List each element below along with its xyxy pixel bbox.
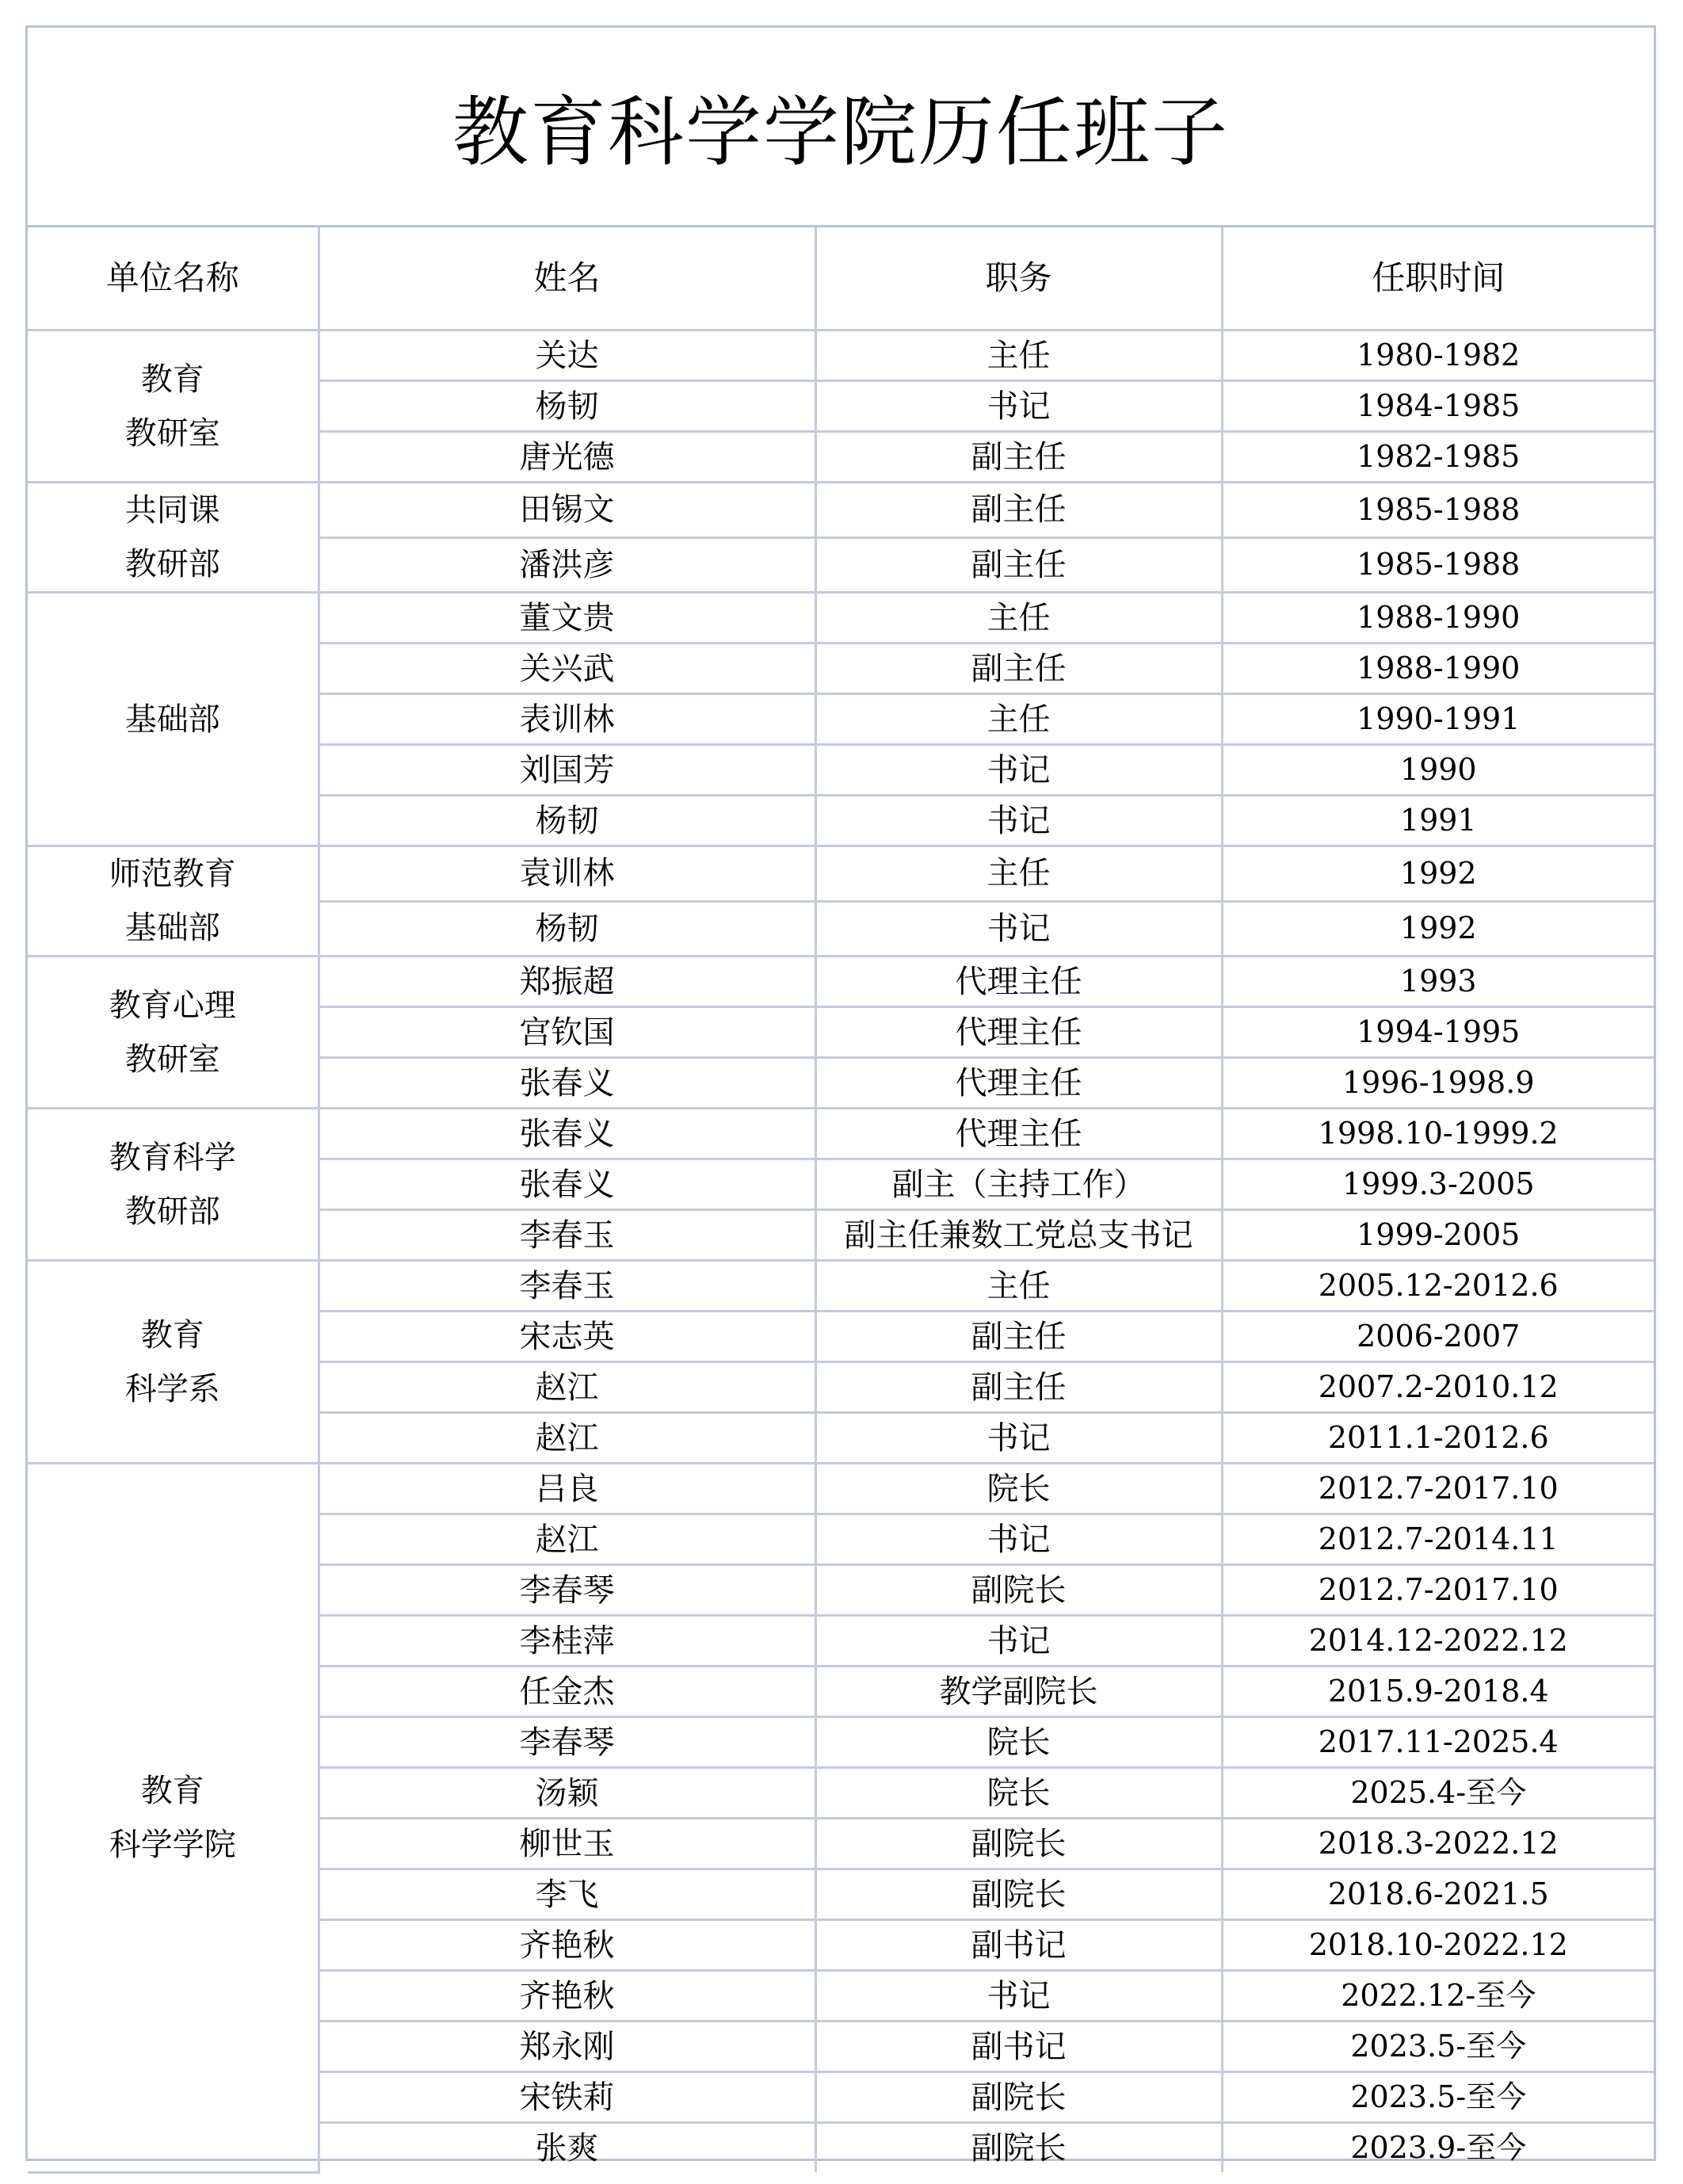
position-cell: 书记 — [815, 745, 1222, 796]
name-cell: 汤颖 — [319, 1768, 815, 1819]
name-cell: 刘国芳 — [319, 745, 815, 796]
name-cell: 李春琴 — [319, 1565, 815, 1616]
table-row — [28, 1261, 1654, 1312]
term-cell: 1988-1990 — [1222, 593, 1654, 643]
table-row — [28, 846, 1654, 902]
name-cell: 吕良 — [319, 1464, 815, 1514]
header-name: 姓名 — [319, 227, 815, 330]
name-cell: 宋志英 — [319, 1312, 815, 1362]
term-cell: 1998.10-1999.2 — [1222, 1109, 1654, 1159]
header-row — [28, 227, 1654, 330]
term-cell: 1994-1995 — [1222, 1007, 1654, 1058]
term-cell: 2012.7-2014.11 — [1222, 1514, 1654, 1565]
unit-name-line: 师范教育 — [109, 856, 236, 892]
name-cell: 李春玉 — [319, 1210, 815, 1261]
position-cell: 书记 — [815, 1514, 1222, 1565]
unit-name-cell — [28, 956, 319, 1109]
name-cell: 任金杰 — [319, 1667, 815, 1717]
roster-table — [28, 227, 1654, 2174]
position-cell: 主任 — [815, 330, 1222, 381]
name-cell: 杨韧 — [319, 901, 815, 956]
term-cell: 2012.7-2017.10 — [1222, 1464, 1654, 1514]
name-cell: 表训林 — [319, 694, 815, 745]
name-cell: 张春义 — [319, 1159, 815, 1210]
unit-name-line: 教研部 — [124, 546, 220, 582]
term-cell: 1996-1998.9 — [1222, 1058, 1654, 1109]
position-cell: 副主任 — [815, 643, 1222, 694]
term-cell: 2018.6-2021.5 — [1222, 1869, 1654, 1920]
position-cell: 副主任 — [815, 1362, 1222, 1413]
name-cell: 潘洪彦 — [319, 537, 815, 593]
unit-name-line: 科学学院 — [109, 1826, 236, 1863]
unit-name-cell — [28, 483, 319, 593]
term-cell: 2015.9-2018.4 — [1222, 1667, 1654, 1717]
term-cell: 2012.7-2017.10 — [1222, 1565, 1654, 1616]
term-cell: 2011.1-2012.6 — [1222, 1413, 1654, 1464]
term-cell: 1990 — [1222, 745, 1654, 796]
position-cell: 院长 — [815, 1717, 1222, 1768]
name-cell: 张春义 — [319, 1109, 815, 1159]
name-cell: 唐光德 — [319, 432, 815, 483]
position-cell: 代理主任 — [815, 956, 1222, 1007]
position-cell: 书记 — [815, 1413, 1222, 1464]
unit-name-line: 教育心理 — [109, 987, 236, 1024]
position-cell: 院长 — [815, 1464, 1222, 1514]
term-cell: 2018.10-2022.12 — [1222, 1920, 1654, 1971]
position-cell: 书记 — [815, 1971, 1222, 2022]
page-title: 教育科学学院历任班子 — [28, 28, 1654, 227]
position-cell: 书记 — [815, 901, 1222, 956]
position-cell: 副院长 — [815, 2123, 1222, 2173]
position-cell: 副主（主持工作） — [815, 1159, 1222, 1210]
table-row — [28, 593, 1654, 643]
term-cell: 2006-2007 — [1222, 1312, 1654, 1362]
term-cell: 1985-1988 — [1222, 483, 1654, 538]
position-cell: 书记 — [815, 1616, 1222, 1667]
name-cell: 宋铁莉 — [319, 2072, 815, 2123]
unit-name-line: 教研部 — [124, 1193, 220, 1230]
position-cell: 副主任兼数工党总支书记 — [815, 1210, 1222, 1261]
unit-name-line: 基础部 — [124, 910, 220, 946]
position-cell: 副主任 — [815, 432, 1222, 483]
name-cell: 张爽 — [319, 2123, 815, 2173]
unit-name-cell — [28, 1261, 319, 1464]
position-cell: 副院长 — [815, 1565, 1222, 1616]
term-cell: 1991 — [1222, 796, 1654, 846]
name-cell: 杨韧 — [319, 796, 815, 846]
name-cell: 齐艳秋 — [319, 1920, 815, 1971]
name-cell: 柳世玉 — [319, 1819, 815, 1869]
name-cell: 齐艳秋 — [319, 1971, 815, 2022]
term-cell: 1988-1990 — [1222, 643, 1654, 694]
name-cell: 李桂萍 — [319, 1616, 815, 1667]
unit-name-line: 科学系 — [124, 1370, 220, 1407]
name-cell: 关兴武 — [319, 643, 815, 694]
term-cell: 1992 — [1222, 901, 1654, 956]
name-cell: 董文贵 — [319, 593, 815, 643]
position-cell: 主任 — [815, 846, 1222, 902]
term-cell: 2017.11-2025.4 — [1222, 1717, 1654, 1768]
term-cell: 1992 — [1222, 846, 1654, 902]
table-row — [28, 1109, 1654, 1159]
unit-name-line: 教研室 — [124, 414, 220, 452]
position-cell: 副书记 — [815, 1920, 1222, 1971]
position-cell: 副院长 — [815, 2072, 1222, 2123]
position-cell: 副院长 — [815, 1819, 1222, 1869]
term-cell: 2023.5-至今 — [1222, 2072, 1654, 2123]
term-cell: 1999.3-2005 — [1222, 1159, 1654, 1210]
name-cell: 赵江 — [319, 1514, 815, 1565]
term-cell: 1999-2005 — [1222, 1210, 1654, 1261]
name-cell: 关达 — [319, 330, 815, 381]
name-cell: 杨韧 — [319, 381, 815, 432]
name-cell: 赵江 — [319, 1413, 815, 1464]
term-cell: 1990-1991 — [1222, 694, 1654, 745]
position-cell: 书记 — [815, 796, 1222, 846]
unit-name-cell — [28, 593, 319, 846]
name-cell: 李春玉 — [319, 1261, 815, 1312]
position-cell: 主任 — [815, 593, 1222, 643]
header-unit: 单位名称 — [28, 227, 319, 330]
unit-name-cell — [28, 1109, 319, 1261]
name-cell: 赵江 — [319, 1362, 815, 1413]
term-cell: 2005.12-2012.6 — [1222, 1261, 1654, 1312]
position-cell: 教学副院长 — [815, 1667, 1222, 1717]
table-row — [28, 483, 1654, 538]
position-cell: 主任 — [815, 694, 1222, 745]
header-term: 任职时间 — [1222, 227, 1654, 330]
term-cell: 2022.12-至今 — [1222, 1971, 1654, 2022]
term-cell: 2025.4-至今 — [1222, 1768, 1654, 1819]
unit-name-line: 教育 — [140, 1772, 204, 1809]
name-cell: 郑永刚 — [319, 2022, 815, 2072]
unit-name-line: 教研室 — [124, 1040, 220, 1078]
name-cell: 郑振超 — [319, 956, 815, 1007]
term-cell: 1984-1985 — [1222, 381, 1654, 432]
term-cell: 1982-1985 — [1222, 432, 1654, 483]
term-cell: 1993 — [1222, 956, 1654, 1007]
table-row — [28, 1464, 1654, 1514]
unit-name-line: 教育 — [140, 1316, 204, 1354]
term-cell: 2014.12-2022.12 — [1222, 1616, 1654, 1667]
table-row — [28, 330, 1654, 381]
position-cell: 副院长 — [815, 1869, 1222, 1920]
position-cell: 副主任 — [815, 537, 1222, 593]
header-position: 职务 — [815, 227, 1222, 330]
unit-name-cell — [28, 846, 319, 956]
position-cell: 主任 — [815, 1261, 1222, 1312]
unit-name-line: 教育 — [140, 361, 204, 398]
position-cell: 副主任 — [815, 483, 1222, 538]
unit-name-line: 基础部 — [124, 701, 220, 738]
name-cell: 袁训林 — [319, 846, 815, 902]
position-cell: 代理主任 — [815, 1058, 1222, 1109]
position-cell: 书记 — [815, 381, 1222, 432]
position-cell: 副主任 — [815, 1312, 1222, 1362]
name-cell: 李春琴 — [319, 1717, 815, 1768]
unit-name-line: 共同课 — [124, 492, 220, 529]
term-cell: 1985-1988 — [1222, 537, 1654, 593]
name-cell: 张春义 — [319, 1058, 815, 1109]
term-cell: 2023.5-至今 — [1222, 2022, 1654, 2072]
unit-name-cell — [28, 1464, 319, 2173]
name-cell: 李飞 — [319, 1869, 815, 1920]
unit-name-line: 教育科学 — [109, 1139, 236, 1176]
term-cell: 1980-1982 — [1222, 330, 1654, 381]
term-cell: 2018.3-2022.12 — [1222, 1819, 1654, 1869]
position-cell: 院长 — [815, 1768, 1222, 1819]
unit-name-cell — [28, 330, 319, 483]
roster-sheet — [25, 25, 1656, 2167]
table-row — [28, 956, 1654, 1007]
term-cell: 2007.2-2010.12 — [1222, 1362, 1654, 1413]
name-cell: 田锡文 — [319, 483, 815, 538]
position-cell: 代理主任 — [815, 1007, 1222, 1058]
position-cell: 代理主任 — [815, 1109, 1222, 1159]
position-cell: 副书记 — [815, 2022, 1222, 2072]
name-cell: 宫钦国 — [319, 1007, 815, 1058]
term-cell: 2023.9-至今 — [1222, 2123, 1654, 2173]
